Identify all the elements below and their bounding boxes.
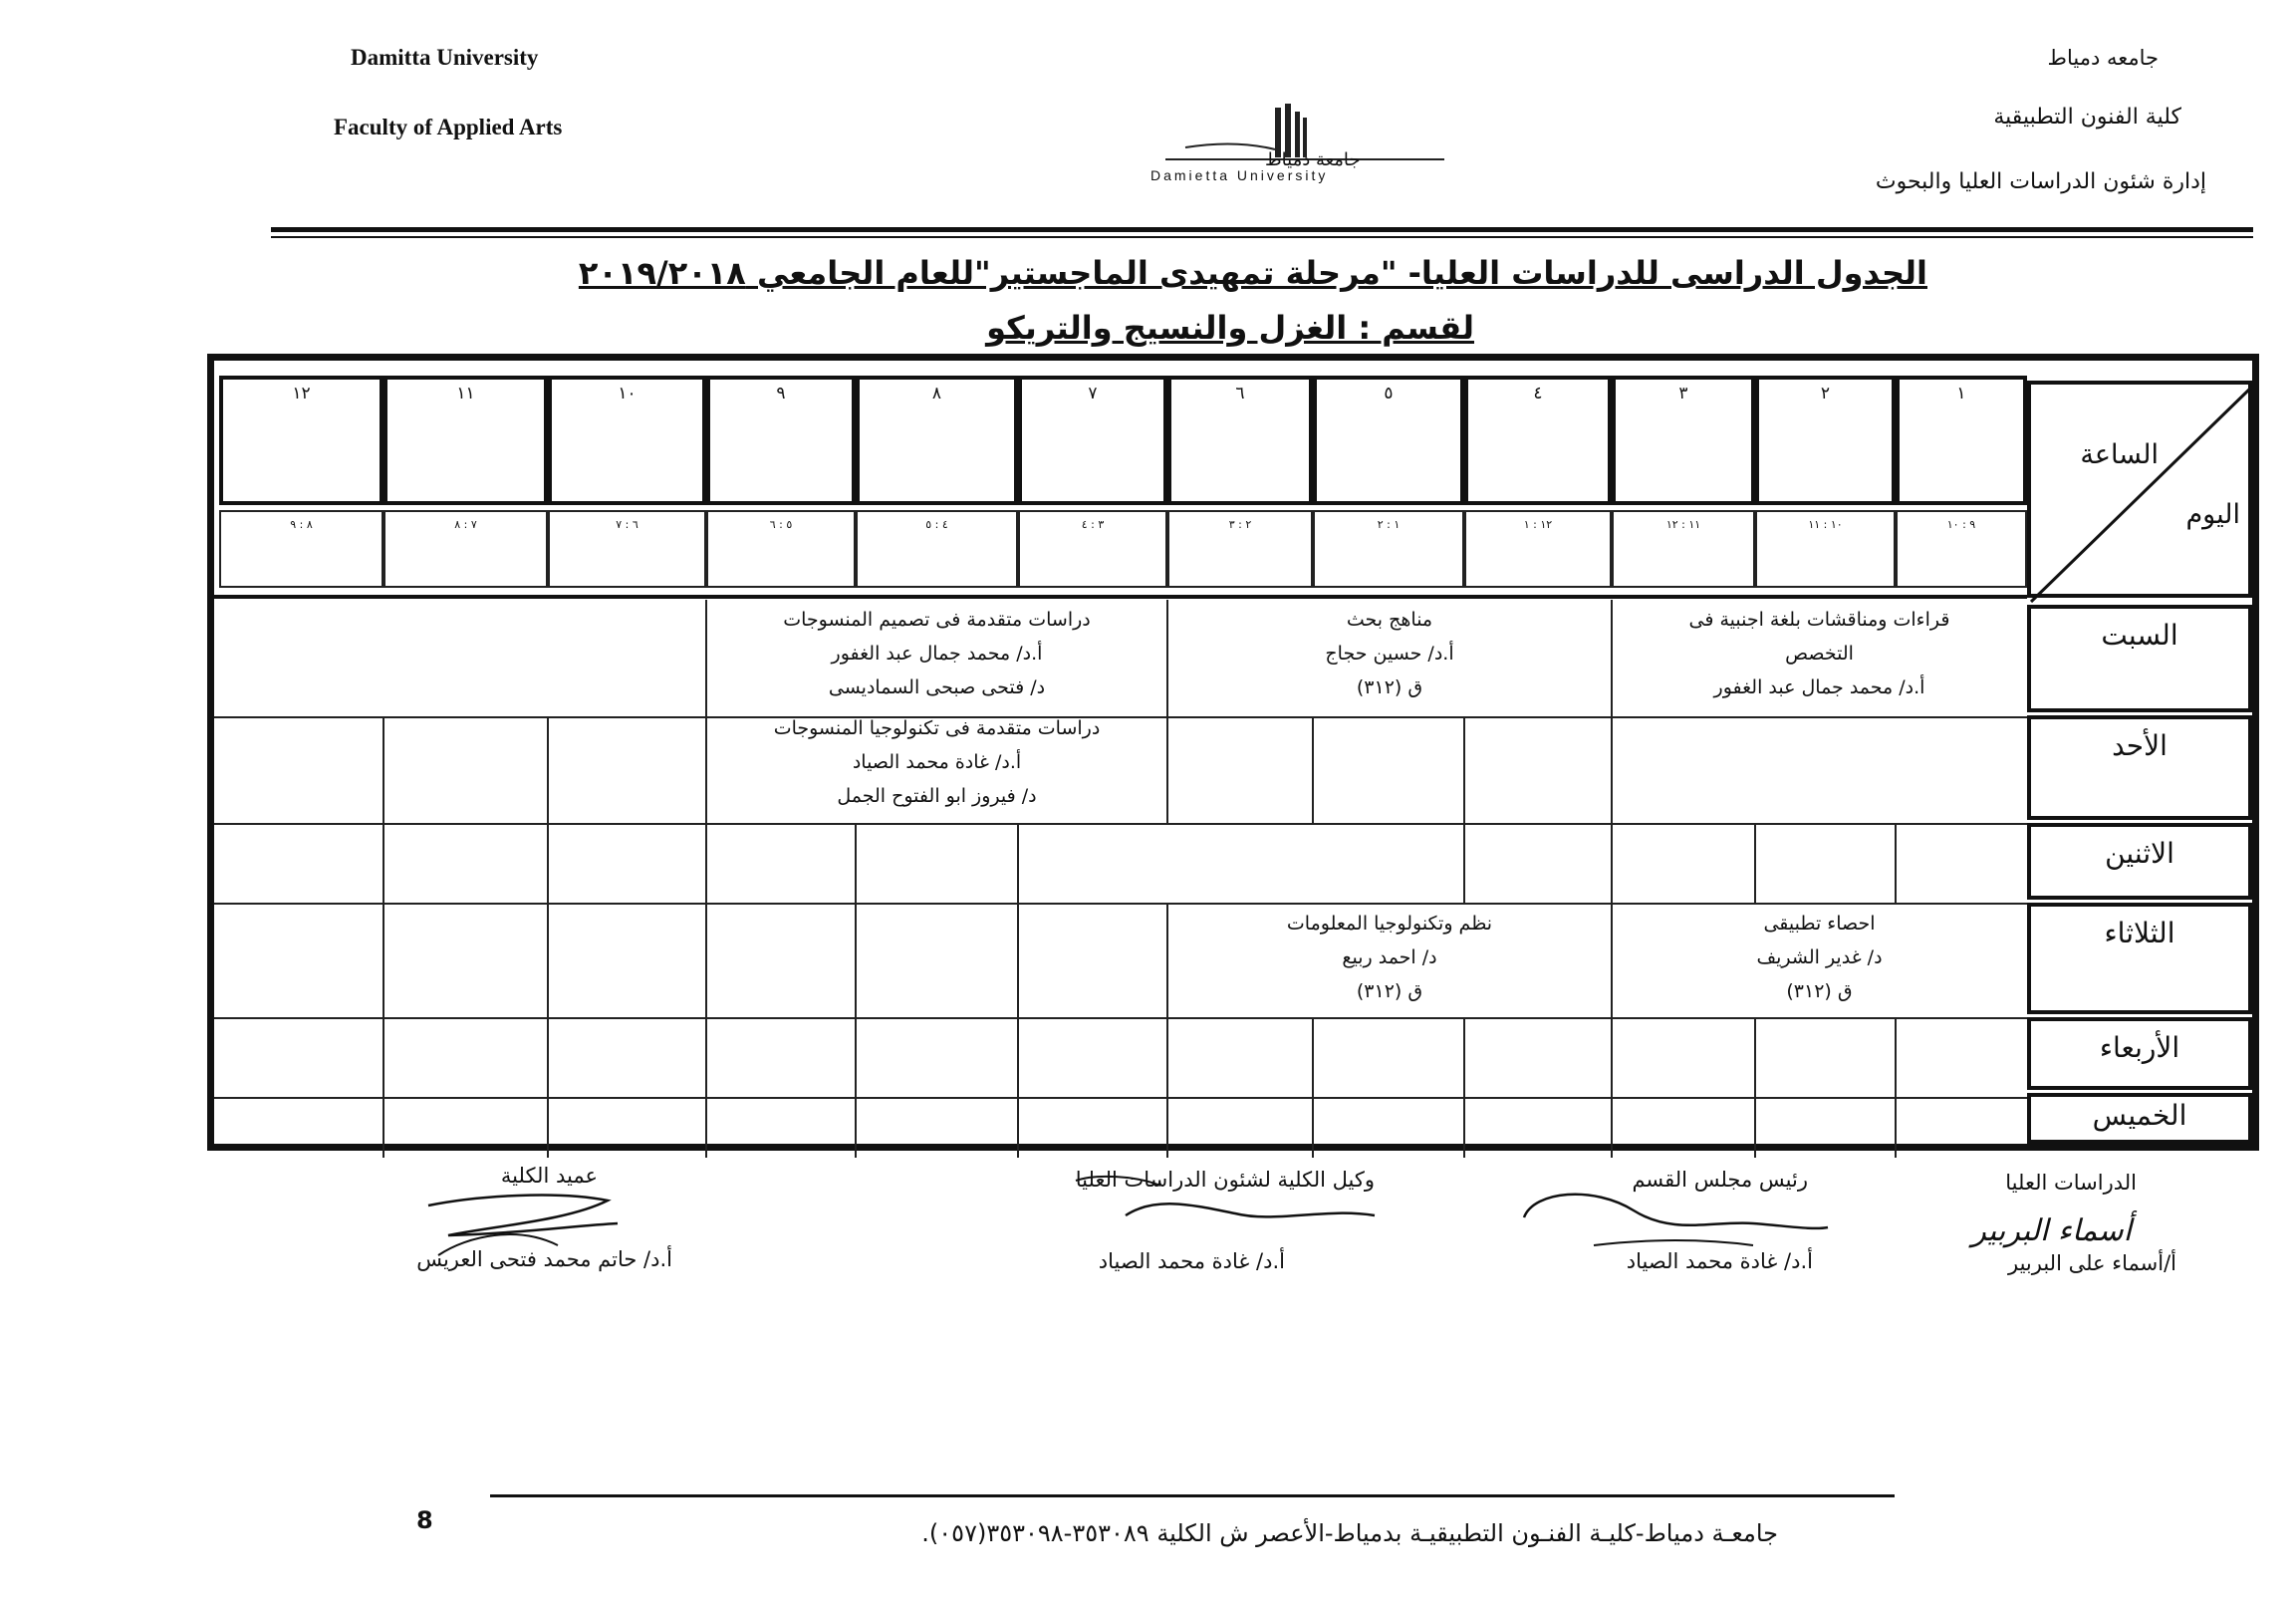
page-mark: 8 — [416, 1506, 433, 1534]
course-block: دراسات متقدمة فى تصميم المنسوجات أ.د/ محمد جمال عبد الغفور د/ فتحى صبحى السماديسى — [783, 609, 1091, 698]
university-name-ar: جامعه دمياط — [2047, 46, 2159, 70]
course-block: دراسات متقدمة فى تكنولوجيا المنسوجات أ.د/ غادة محمد الصياد د/ فيروز ابو الفتوح الجمل — [773, 717, 1101, 807]
period-cell: ١ — [1896, 376, 2027, 505]
logo-text-en: Damietta University — [1150, 167, 1329, 183]
time-cell: ٥ : ٦ — [706, 510, 856, 588]
footer-address: جامعـة دمياط-كليـة الفنـون التطبيقيـة بدمياط-الأعصر ش الكلية ٣٥٣٠٨٩-٣٥٣٠٩٨(٠٥٧). — [921, 1519, 1778, 1547]
day-cell: الأربعاء — [2027, 1017, 2252, 1090]
time-cell: ٨ : ٩ — [219, 510, 383, 588]
period-cell: ٦ — [1167, 376, 1313, 505]
day-cell: الخميس — [2027, 1093, 2252, 1144]
corner-day-label: اليوم — [2185, 499, 2240, 530]
sig-dept-name: أ.د/ غادة محمد الصياد — [1626, 1249, 1813, 1273]
period-cell: ١٠ — [548, 376, 706, 505]
period-cell: ٣ — [1612, 376, 1755, 505]
period-cell: ٧ — [1018, 376, 1167, 505]
time-cell: ١٠ : ١١ — [1755, 510, 1896, 588]
corner-hour-label: الساعة — [2080, 439, 2159, 470]
sig-postgrad-title: الدراسات العليا — [2005, 1171, 2137, 1195]
faculty-name-ar: كلية الفنون التطبيقية — [1993, 105, 2181, 130]
period-cell: ١٢ — [219, 376, 383, 505]
department-title: لقسم : الغزل والنسيج والتريكو — [986, 309, 1474, 347]
day-cell: الاثنين — [2027, 823, 2252, 900]
faculty-name-en: Faculty of Applied Arts — [334, 115, 563, 139]
period-cell: ٢ — [1755, 376, 1896, 505]
sig-vice-name: أ.د/ غادة محمد الصياد — [1098, 1249, 1285, 1273]
time-cell: ٦ : ٧ — [548, 510, 706, 588]
sig-dept-title: رئيس مجلس القسم — [1632, 1168, 1808, 1192]
admin-name-ar: إدارة شئون الدراسات العليا والبحوث — [1875, 169, 2206, 194]
time-cell: ١ : ٢ — [1313, 510, 1464, 588]
period-cell: ١١ — [383, 376, 548, 505]
sig-dean-name: أ.د/ حاتم محمد فتحى العريس — [416, 1247, 672, 1271]
footer-rule — [490, 1494, 1895, 1497]
university-name-en: Damitta University — [351, 45, 539, 70]
day-cell: الثلاثاء — [2027, 903, 2252, 1014]
time-cell: ١٢ : ١ — [1464, 510, 1612, 588]
period-cell: ٤ — [1464, 376, 1612, 505]
time-cell: ١١ : ١٢ — [1612, 510, 1755, 588]
time-cell: ٢ : ٣ — [1167, 510, 1313, 588]
day-cell: السبت — [2027, 605, 2252, 712]
sig-postgrad-handwriting: أسماء البربير — [1971, 1213, 2132, 1248]
sig-dean-title: عميد الكلية — [500, 1164, 598, 1188]
time-cell: ٣ : ٤ — [1018, 510, 1167, 588]
time-cell: ٤ : ٥ — [856, 510, 1018, 588]
period-cell: ٥ — [1313, 376, 1464, 505]
course-block: نظم وتكنولوجيا المعلومات د/ احمد ربيع ق (٣١٢) — [1286, 913, 1493, 1002]
period-cell: ٨ — [856, 376, 1018, 505]
page-title: الجدول الدراسى للدراسات العليا- "مرحلة تمهيدى الماجستير"للعام الجامعي ٢٠١٩/٢٠١٨ — [578, 254, 1927, 292]
sig-postgrad-name: أ/أسماء على البربير — [2007, 1251, 2176, 1275]
course-block: مناهج بحث أ.د/ حسين حجاج ق (٣١٢) — [1325, 609, 1454, 698]
time-cell: ٩ : ١٠ — [1896, 510, 2027, 588]
sig-vice-title: وكيل الكلية لشئون الدراسات العليا — [1075, 1168, 1375, 1192]
logo-text-ar: جامعة دمياط — [1265, 149, 1361, 170]
course-block: قراءات ومناقشات بلغة اجنبية فى التخصص أ.د/ محمد جمال عبد الغفور — [1688, 609, 1950, 698]
day-cell: الأحد — [2027, 715, 2252, 820]
time-cell: ٧ : ٨ — [383, 510, 548, 588]
course-block: احصاء تطبيقى د/ غدير الشريف ق (٣١٢) — [1756, 913, 1883, 1002]
period-cell: ٩ — [706, 376, 856, 505]
